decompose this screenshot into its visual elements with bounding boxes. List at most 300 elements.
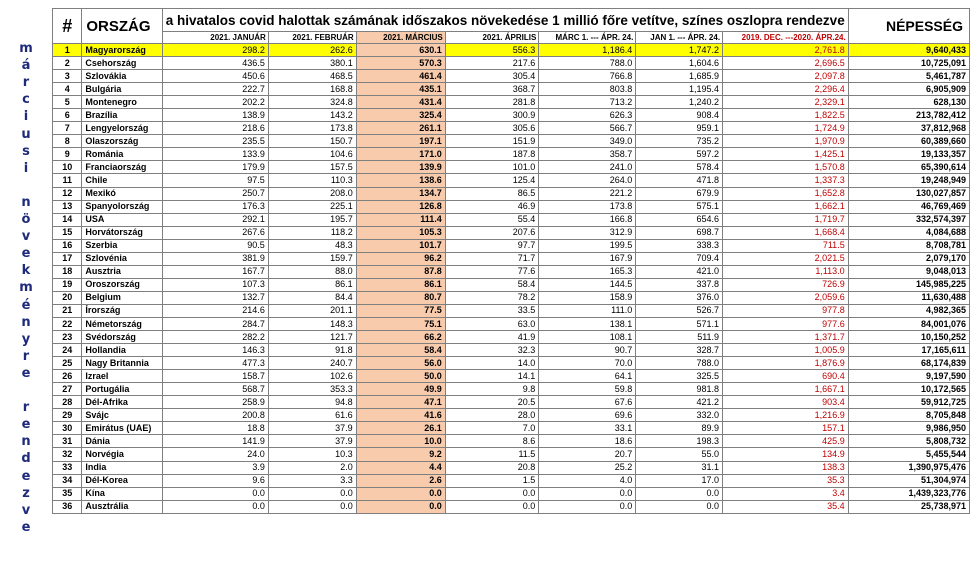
marapr-cell: 358.7	[539, 148, 636, 161]
total-cell: 1,652.8	[723, 187, 849, 200]
marapr-cell: 0.0	[539, 500, 636, 513]
sidebar-letter: v	[21, 502, 31, 518]
marapr-cell: 312.9	[539, 226, 636, 239]
rank-cell: 7	[53, 122, 82, 135]
mar-cell: 75.1	[356, 317, 445, 330]
table-row	[53, 474, 970, 487]
total-cell: 2,059.6	[723, 291, 849, 304]
population-cell: 9,048,013	[848, 265, 969, 278]
feb-cell: 143.2	[268, 109, 356, 122]
janapr-cell: 1,195.4	[636, 83, 723, 96]
total-cell: 2,696.5	[723, 57, 849, 70]
mar-cell: 126.8	[356, 200, 445, 213]
rank-cell: 13	[53, 200, 82, 213]
col-header-janapr: JAN 1. --- ÁPR. 24.	[636, 32, 723, 44]
jan-cell: 179.9	[162, 161, 268, 174]
population-cell: 84,001,076	[848, 317, 969, 330]
col-header-mar: 2021. MÁRCIUS	[356, 32, 445, 44]
jan-cell: 202.2	[162, 96, 268, 109]
apr-cell: 9.8	[445, 383, 539, 396]
population-cell: 4,084,688	[848, 226, 969, 239]
rank-cell: 29	[53, 409, 82, 422]
jan-cell: 138.9	[162, 109, 268, 122]
rank-cell: 11	[53, 174, 82, 187]
rank-cell: 9	[53, 148, 82, 161]
janapr-cell: 735.2	[636, 135, 723, 148]
header-row	[53, 9, 970, 32]
sidebar-letter: i	[23, 160, 29, 176]
vertical-sidebar-label	[0, 8, 52, 562]
population-cell: 628,130	[848, 96, 969, 109]
feb-cell: 353.3	[268, 383, 356, 396]
apr-cell: 20.8	[445, 461, 539, 474]
population-cell: 6,905,909	[848, 83, 969, 96]
feb-cell: 240.7	[268, 357, 356, 370]
country-cell: Románia	[82, 148, 162, 161]
marapr-cell: 349.0	[539, 135, 636, 148]
jan-cell: 0.0	[162, 487, 268, 500]
total-cell: 711.5	[723, 239, 849, 252]
population-cell: 11,630,488	[848, 291, 969, 304]
rank-cell: 32	[53, 448, 82, 461]
janapr-cell: 31.1	[636, 461, 723, 474]
country-cell: Németország	[82, 317, 162, 330]
table-row	[53, 96, 970, 109]
table-row	[53, 304, 970, 317]
feb-cell: 118.2	[268, 226, 356, 239]
sidebar-letter: e	[21, 417, 31, 433]
marapr-cell: 144.5	[539, 278, 636, 291]
table-row	[53, 57, 970, 70]
marapr-cell: 18.6	[539, 435, 636, 448]
apr-cell: 1.5	[445, 474, 539, 487]
marapr-cell: 69.6	[539, 409, 636, 422]
country-cell: Emirátus (UAE)	[82, 422, 162, 435]
apr-cell: 11.5	[445, 448, 539, 461]
marapr-cell: 788.0	[539, 57, 636, 70]
janapr-cell: 959.1	[636, 122, 723, 135]
sidebar-letter: n	[21, 434, 31, 450]
total-cell: 134.9	[723, 448, 849, 461]
feb-cell: 150.7	[268, 135, 356, 148]
total-cell: 1,425.1	[723, 148, 849, 161]
feb-cell: 91.8	[268, 344, 356, 357]
sidebar-letter: é	[21, 297, 31, 313]
janapr-cell: 698.7	[636, 226, 723, 239]
sidebar-letter: k	[21, 263, 31, 279]
rank-header: #	[53, 9, 82, 44]
feb-cell: 37.9	[268, 435, 356, 448]
sidebar-letter: n	[21, 194, 31, 210]
apr-cell: 187.8	[445, 148, 539, 161]
mar-cell: 9.2	[356, 448, 445, 461]
janapr-cell: 0.0	[636, 487, 723, 500]
janapr-cell: 1,240.2	[636, 96, 723, 109]
apr-cell: 7.0	[445, 422, 539, 435]
mar-cell: 2.6	[356, 474, 445, 487]
marapr-cell: 566.7	[539, 122, 636, 135]
country-cell: Magyarország	[82, 44, 162, 57]
mar-cell: 10.0	[356, 435, 445, 448]
country-cell: Dél-Afrika	[82, 396, 162, 409]
country-cell: Hollandia	[82, 344, 162, 357]
population-cell: 10,172,565	[848, 383, 969, 396]
sidebar-letter: ö	[21, 212, 31, 227]
mar-cell: 105.3	[356, 226, 445, 239]
sidebar-letter: d	[21, 451, 31, 467]
apr-cell: 71.7	[445, 252, 539, 265]
feb-cell: 10.3	[268, 448, 356, 461]
apr-cell: 41.9	[445, 331, 539, 344]
population-header: NÉPESSÉG	[848, 9, 969, 44]
total-cell: 1,337.3	[723, 174, 849, 187]
janapr-cell: 1,685.9	[636, 70, 723, 83]
sidebar-letter: m	[19, 41, 33, 56]
marapr-cell: 221.2	[539, 187, 636, 200]
mar-cell: 325.4	[356, 109, 445, 122]
total-cell: 3.4	[723, 487, 849, 500]
population-cell: 51,304,974	[848, 474, 969, 487]
marapr-cell: 25.2	[539, 461, 636, 474]
table-row	[53, 122, 970, 135]
total-cell: 1,005.9	[723, 344, 849, 357]
jan-cell: 568.7	[162, 383, 268, 396]
table-row	[53, 187, 970, 200]
jan-cell: 3.9	[162, 461, 268, 474]
country-cell: USA	[82, 213, 162, 226]
jan-cell: 107.3	[162, 278, 268, 291]
apr-cell: 281.8	[445, 96, 539, 109]
country-cell: Izrael	[82, 370, 162, 383]
mar-cell: 431.4	[356, 96, 445, 109]
rank-cell: 34	[53, 474, 82, 487]
table-row	[53, 370, 970, 383]
country-cell: Portugália	[82, 383, 162, 396]
rank-cell: 3	[53, 70, 82, 83]
table-row	[53, 174, 970, 187]
apr-cell: 46.9	[445, 200, 539, 213]
janapr-cell: 511.9	[636, 331, 723, 344]
rank-cell: 1	[53, 44, 82, 57]
apr-cell: 125.4	[445, 174, 539, 187]
feb-cell: 148.3	[268, 317, 356, 330]
sidebar-letter: e	[21, 365, 31, 381]
col-header-total: 2019. DEC. ---2020. ÁPR.24.	[723, 32, 849, 44]
jan-cell: 218.6	[162, 122, 268, 135]
table-row	[53, 265, 970, 278]
feb-cell: 173.8	[268, 122, 356, 135]
janapr-cell: 198.3	[636, 435, 723, 448]
population-cell: 145,985,225	[848, 278, 969, 291]
feb-cell: 110.3	[268, 174, 356, 187]
country-cell: Franciaország	[82, 161, 162, 174]
country-cell: Szlovákia	[82, 70, 162, 83]
marapr-cell: 111.0	[539, 304, 636, 317]
country-cell: Belgium	[82, 291, 162, 304]
mar-cell: 461.4	[356, 70, 445, 83]
sidebar-letter: u	[21, 126, 31, 142]
rank-cell: 36	[53, 500, 82, 513]
apr-cell: 0.0	[445, 487, 539, 500]
jan-cell: 200.8	[162, 409, 268, 422]
marapr-cell: 138.1	[539, 317, 636, 330]
col-header-apr: 2021. ÁPRILIS	[445, 32, 539, 44]
country-cell: Spanyolország	[82, 200, 162, 213]
population-cell: 4,982,365	[848, 304, 969, 317]
jan-cell: 292.1	[162, 213, 268, 226]
feb-cell: 37.9	[268, 422, 356, 435]
janapr-cell: 709.4	[636, 252, 723, 265]
rank-cell: 24	[53, 344, 82, 357]
sidebar-letter: y	[21, 331, 31, 347]
rank-cell: 35	[53, 487, 82, 500]
mar-cell: 77.5	[356, 304, 445, 317]
janapr-cell: 337.8	[636, 278, 723, 291]
population-cell: 5,808,732	[848, 435, 969, 448]
apr-cell: 33.5	[445, 304, 539, 317]
col-header-marapr: MÁRC 1. --- ÁPR. 24.	[539, 32, 636, 44]
total-cell: 1,113.0	[723, 265, 849, 278]
mar-cell: 0.0	[356, 500, 445, 513]
jan-cell: 90.5	[162, 239, 268, 252]
marapr-cell: 264.0	[539, 174, 636, 187]
country-cell: Dánia	[82, 435, 162, 448]
jan-cell: 235.5	[162, 135, 268, 148]
janapr-cell: 654.6	[636, 213, 723, 226]
table-row	[53, 409, 970, 422]
jan-cell: 381.9	[162, 252, 268, 265]
population-cell: 37,812,968	[848, 122, 969, 135]
jan-cell: 214.6	[162, 304, 268, 317]
mar-cell: 0.0	[356, 487, 445, 500]
col-header-feb: 2021. FEBRUÁR	[268, 32, 356, 44]
rank-cell: 20	[53, 291, 82, 304]
apr-cell: 77.6	[445, 265, 539, 278]
rank-cell: 30	[53, 422, 82, 435]
population-cell: 19,133,357	[848, 148, 969, 161]
marapr-cell: 59.8	[539, 383, 636, 396]
apr-cell: 0.0	[445, 500, 539, 513]
jan-cell: 222.7	[162, 83, 268, 96]
janapr-cell: 421.2	[636, 396, 723, 409]
mar-cell: 435.1	[356, 83, 445, 96]
marapr-cell: 173.8	[539, 200, 636, 213]
population-cell: 1,390,975,476	[848, 461, 969, 474]
rank-cell: 14	[53, 213, 82, 226]
table-row	[53, 435, 970, 448]
country-cell: India	[82, 461, 162, 474]
total-cell: 1,668.4	[723, 226, 849, 239]
mar-cell: 134.7	[356, 187, 445, 200]
total-cell: 2,329.1	[723, 96, 849, 109]
apr-cell: 207.6	[445, 226, 539, 239]
mar-cell: 58.4	[356, 344, 445, 357]
total-cell: 35.4	[723, 500, 849, 513]
population-cell: 9,197,590	[848, 370, 969, 383]
rank-cell: 23	[53, 331, 82, 344]
table-row	[53, 148, 970, 161]
janapr-cell: 1,604.6	[636, 57, 723, 70]
population-cell: 10,725,091	[848, 57, 969, 70]
jan-cell: 97.5	[162, 174, 268, 187]
jan-cell: 450.6	[162, 70, 268, 83]
janapr-cell: 578.4	[636, 161, 723, 174]
janapr-cell: 55.0	[636, 448, 723, 461]
sidebar-letter: r	[22, 75, 30, 91]
total-cell: 425.9	[723, 435, 849, 448]
marapr-cell: 4.0	[539, 474, 636, 487]
mar-cell: 171.0	[356, 148, 445, 161]
country-header: ORSZÁG	[82, 9, 162, 44]
marapr-cell: 67.6	[539, 396, 636, 409]
jan-cell: 132.7	[162, 291, 268, 304]
rank-cell: 22	[53, 317, 82, 330]
total-cell: 1,371.7	[723, 331, 849, 344]
rank-cell: 12	[53, 187, 82, 200]
col-header-jan: 2021. JANUÁR	[162, 32, 268, 44]
table-row	[53, 161, 970, 174]
total-cell: 1,970.9	[723, 135, 849, 148]
marapr-cell: 158.9	[539, 291, 636, 304]
janapr-cell: 421.0	[636, 265, 723, 278]
janapr-cell: 597.2	[636, 148, 723, 161]
country-cell: Brazília	[82, 109, 162, 122]
jan-cell: 9.6	[162, 474, 268, 487]
mar-cell: 50.0	[356, 370, 445, 383]
total-cell: 1,570.8	[723, 161, 849, 174]
feb-cell: 102.6	[268, 370, 356, 383]
rank-cell: 28	[53, 396, 82, 409]
mar-cell: 86.1	[356, 278, 445, 291]
janapr-cell: 0.0	[636, 500, 723, 513]
country-cell: Horvátország	[82, 226, 162, 239]
rank-cell: 27	[53, 383, 82, 396]
apr-cell: 151.9	[445, 135, 539, 148]
jan-cell: 176.3	[162, 200, 268, 213]
population-cell: 1,439,323,776	[848, 487, 969, 500]
population-cell: 9,640,433	[848, 44, 969, 57]
rank-cell: 16	[53, 239, 82, 252]
table-row	[53, 83, 970, 96]
country-cell: Oroszország	[82, 278, 162, 291]
country-cell: Nagy Britannia	[82, 357, 162, 370]
apr-cell: 14.1	[445, 370, 539, 383]
total-cell: 35.3	[723, 474, 849, 487]
table-title: a hivatalos covid halottak számának időszakos növekedése 1 millió főre vetítve, színes oszlopra rendezve	[162, 9, 848, 32]
jan-cell: 436.5	[162, 57, 268, 70]
rank-cell: 18	[53, 265, 82, 278]
table-row	[53, 278, 970, 291]
population-cell: 68,174,839	[848, 357, 969, 370]
mar-cell: 197.1	[356, 135, 445, 148]
population-cell: 332,574,397	[848, 213, 969, 226]
mar-cell: 139.9	[356, 161, 445, 174]
sidebar-letter: á	[21, 58, 31, 74]
total-cell: 977.8	[723, 304, 849, 317]
jan-cell: 146.3	[162, 344, 268, 357]
population-cell: 2,079,170	[848, 252, 969, 265]
country-cell: Olaszország	[82, 135, 162, 148]
feb-cell: 94.8	[268, 396, 356, 409]
total-cell: 903.4	[723, 396, 849, 409]
country-cell: Svájc	[82, 409, 162, 422]
country-cell: Norvégia	[82, 448, 162, 461]
population-cell: 59,912,725	[848, 396, 969, 409]
janapr-cell: 17.0	[636, 474, 723, 487]
country-cell: Montenegro	[82, 96, 162, 109]
feb-cell: 159.7	[268, 252, 356, 265]
total-cell: 2,296.4	[723, 83, 849, 96]
mar-cell: 47.1	[356, 396, 445, 409]
feb-cell: 324.8	[268, 96, 356, 109]
sidebar-letter: e	[21, 468, 31, 484]
apr-cell: 556.3	[445, 44, 539, 57]
total-cell: 1,822.5	[723, 109, 849, 122]
feb-cell: 3.3	[268, 474, 356, 487]
marapr-cell: 803.8	[539, 83, 636, 96]
table-row	[53, 200, 970, 213]
jan-cell: 158.7	[162, 370, 268, 383]
jan-cell: 18.8	[162, 422, 268, 435]
sidebar-letter: c	[22, 92, 30, 108]
population-cell: 8,708,781	[848, 239, 969, 252]
jan-cell: 0.0	[162, 500, 268, 513]
population-cell: 10,150,252	[848, 331, 969, 344]
feb-cell: 2.0	[268, 461, 356, 474]
total-cell: 1,876.9	[723, 357, 849, 370]
country-cell: Mexikó	[82, 187, 162, 200]
feb-cell: 201.1	[268, 304, 356, 317]
jan-cell: 258.9	[162, 396, 268, 409]
country-cell: Svédország	[82, 331, 162, 344]
population-cell: 65,390,614	[848, 161, 969, 174]
feb-cell: 262.6	[268, 44, 356, 57]
table-row	[53, 44, 970, 57]
table-row	[53, 461, 970, 474]
mar-cell: 56.0	[356, 357, 445, 370]
jan-cell: 167.7	[162, 265, 268, 278]
mar-cell: 80.7	[356, 291, 445, 304]
apr-cell: 97.7	[445, 239, 539, 252]
mar-cell: 96.2	[356, 252, 445, 265]
marapr-cell: 166.8	[539, 213, 636, 226]
feb-cell: 157.5	[268, 161, 356, 174]
sidebar-letter: r	[22, 348, 30, 364]
apr-cell: 63.0	[445, 317, 539, 330]
population-cell: 17,165,611	[848, 344, 969, 357]
jan-cell: 298.2	[162, 44, 268, 57]
table-row	[53, 70, 970, 83]
feb-cell: 168.8	[268, 83, 356, 96]
marapr-cell: 1,186.4	[539, 44, 636, 57]
marapr-cell: 167.9	[539, 252, 636, 265]
jan-cell: 267.6	[162, 226, 268, 239]
janapr-cell: 89.9	[636, 422, 723, 435]
jan-cell: 250.7	[162, 187, 268, 200]
marapr-cell: 199.5	[539, 239, 636, 252]
population-cell: 213,782,412	[848, 109, 969, 122]
jan-cell: 24.0	[162, 448, 268, 461]
apr-cell: 217.6	[445, 57, 539, 70]
feb-cell: 0.0	[268, 500, 356, 513]
table-row	[53, 448, 970, 461]
rank-cell: 2	[53, 57, 82, 70]
mar-cell: 630.1	[356, 44, 445, 57]
population-cell: 5,461,787	[848, 70, 969, 83]
jan-cell: 284.7	[162, 317, 268, 330]
rank-cell: 25	[53, 357, 82, 370]
total-cell: 1,667.1	[723, 383, 849, 396]
